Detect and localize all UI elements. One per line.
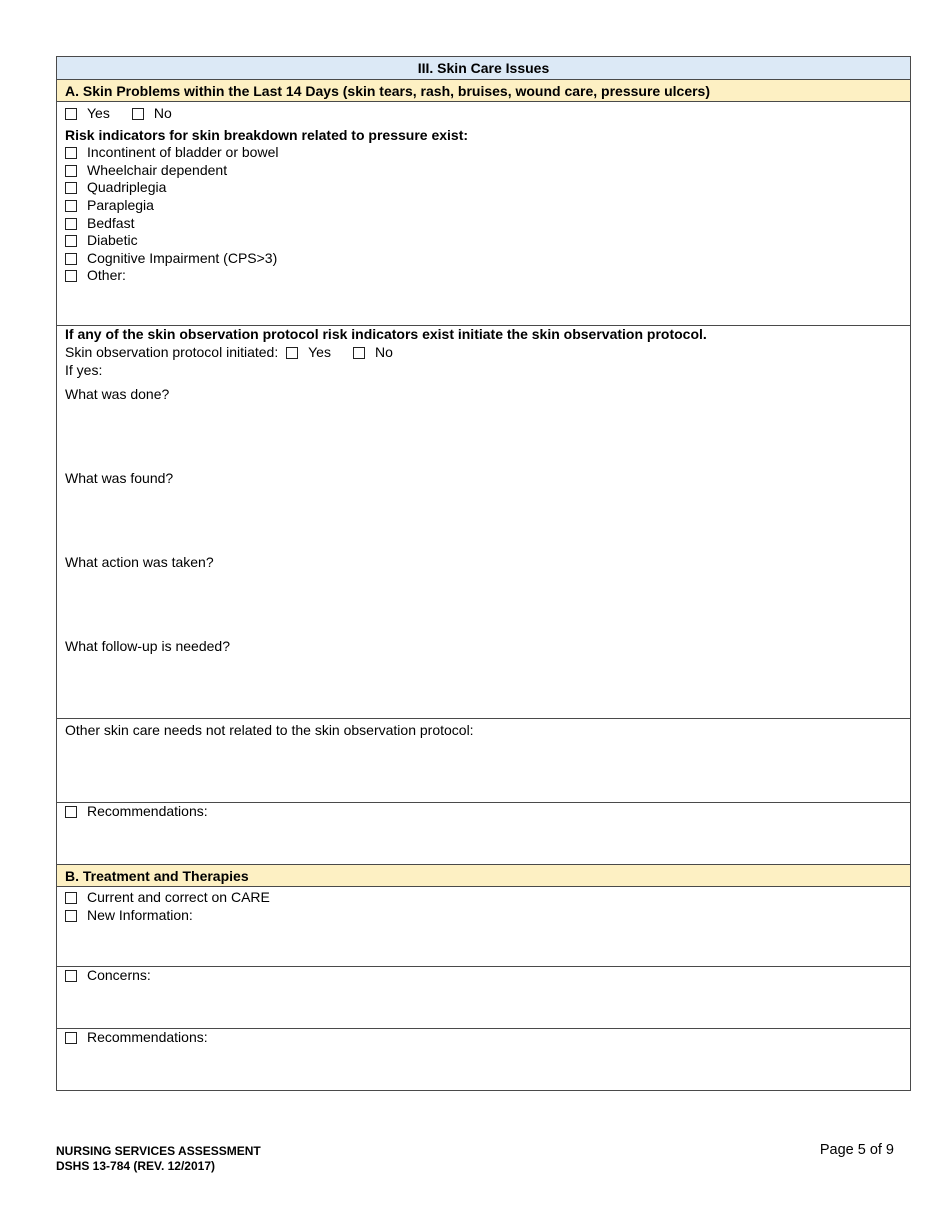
no-label: No: [153, 105, 172, 121]
what-found-label: What was found?: [65, 470, 174, 486]
risk-heading: Risk indicators for skin breakdown related to pressure exist:: [65, 126, 469, 143]
risk-label: Incontinent of bladder or bowel: [87, 144, 279, 161]
recommendations-label: Recommendations:: [87, 1029, 208, 1045]
skin-problems-no-checkbox[interactable]: [132, 108, 144, 120]
protocol-initiated-label: Skin observation protocol initiated:: [65, 344, 279, 360]
risk-label: Paraplegia: [87, 196, 154, 213]
yes-label: Yes: [87, 105, 110, 121]
risk-checkbox-other[interactable]: [65, 270, 77, 282]
if-yes-label: If yes:: [65, 362, 103, 378]
form-name: NURSING SERVICES ASSESSMENT: [56, 1144, 261, 1158]
recommendations-label: Recommendations:: [87, 803, 208, 819]
part-b-heading: B. Treatment and Therapies: [57, 864, 910, 886]
recommendations-b-section: [57, 1028, 910, 1090]
skin-problems-yes-checkbox[interactable]: [65, 108, 77, 120]
no-label: No: [374, 344, 393, 360]
risk-label: Quadriplegia: [87, 179, 167, 196]
part-a-body: [57, 101, 910, 325]
what-done-label: What was done?: [65, 386, 170, 402]
concerns-section: [57, 966, 910, 1028]
protocol-yes-checkbox[interactable]: [286, 347, 298, 359]
part-a-heading: A. Skin Problems within the Last 14 Days (skin tears, rash, bruises, wound care, pressure ulcers): [57, 79, 910, 101]
other-needs-section: [57, 718, 910, 802]
risk-checkbox-diabetic[interactable]: [65, 235, 77, 247]
new-information-label: New Information:: [87, 907, 193, 923]
risk-label: Bedfast: [87, 214, 135, 231]
concerns-checkbox[interactable]: [65, 970, 77, 982]
current-care-checkbox[interactable]: [65, 892, 77, 904]
skin-care-form: [56, 56, 911, 1091]
yes-label: Yes: [308, 344, 331, 360]
risk-checkbox-cognitive[interactable]: [65, 253, 77, 265]
follow-up-label: What follow-up is needed?: [65, 638, 230, 654]
other-needs-label: Other skin care needs not related to the skin observation protocol:: [65, 722, 474, 738]
form-number: DSHS 13-784 (REV. 12/2017): [56, 1159, 215, 1173]
risk-checkbox-quadriplegia[interactable]: [65, 182, 77, 194]
concerns-label: Concerns:: [87, 967, 151, 983]
current-care-label: Current and correct on CARE: [87, 889, 270, 905]
footer-form-id: [56, 1144, 261, 1174]
risk-checkbox-bedfast[interactable]: [65, 218, 77, 230]
risk-label: Diabetic: [87, 232, 138, 249]
recommendations-a-checkbox[interactable]: [65, 806, 77, 818]
protocol-section: [57, 325, 910, 718]
recommendations-b-checkbox[interactable]: [65, 1032, 77, 1044]
new-information-checkbox[interactable]: [65, 910, 77, 922]
recommendations-a-section: [57, 802, 910, 864]
protocol-no-checkbox[interactable]: [353, 347, 365, 359]
page-number: Page 5 of 9: [819, 1142, 894, 1158]
risk-label: Wheelchair dependent: [87, 161, 228, 178]
action-taken-label: What action was taken?: [65, 554, 214, 570]
risk-label: Other:: [87, 267, 126, 284]
part-b-body: [57, 886, 910, 966]
risk-checkbox-paraplegia[interactable]: [65, 200, 77, 212]
section-title: III. Skin Care Issues: [57, 57, 910, 79]
risk-checkbox-incontinent[interactable]: [65, 147, 77, 159]
protocol-heading: If any of the skin observation protocol risk indicators exist initiate the skin observation protocol.: [65, 326, 707, 342]
risk-checkbox-wheelchair[interactable]: [65, 165, 77, 177]
risk-label: Cognitive Impairment (CPS>3): [87, 249, 278, 266]
